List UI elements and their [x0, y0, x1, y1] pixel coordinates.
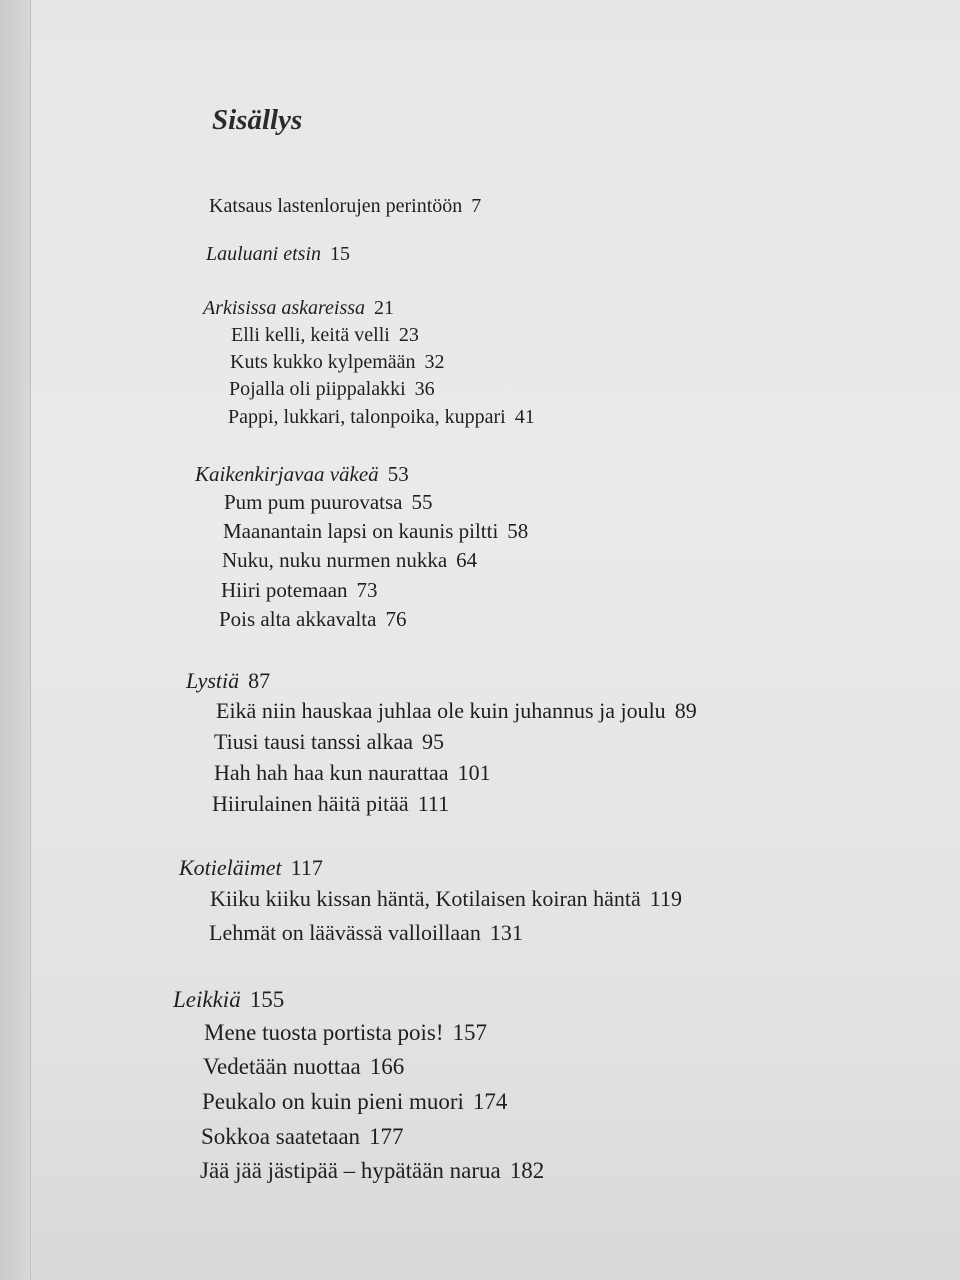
page-number: 58 [507, 519, 529, 543]
toc-entry [228, 406, 535, 429]
page-number: 7 [471, 195, 482, 217]
toc-entry [231, 324, 419, 347]
toc-chapter [195, 462, 409, 487]
entry-text: Pois alta akkavalta [219, 607, 377, 631]
page-number: 87 [248, 668, 271, 693]
entry-text: Jää jää jästipää – hypätään narua [200, 1158, 501, 1183]
entry-text: Hiirulainen häitä pitää [212, 791, 409, 816]
entry-text: Eikä niin hauskaa juhlaa ole kuin juhannus ja joulu [216, 698, 666, 723]
entry-text: Lehmät on läävässä valloillaan [209, 920, 481, 945]
toc-entry [216, 698, 697, 724]
chapter-title: Kotieläimet [179, 855, 282, 880]
entry-text: Hah hah haa kun naurattaa [214, 760, 449, 785]
page-number: 53 [387, 462, 409, 486]
chapter-title: Arkisissa askareissa [203, 297, 366, 319]
toc-entry [224, 490, 433, 515]
toc-entry [203, 1054, 404, 1080]
toc-chapter [203, 297, 394, 320]
page-number: 64 [456, 548, 478, 572]
page-number: 155 [249, 987, 285, 1012]
page-number: 76 [385, 607, 407, 631]
entry-text: Maanantain lapsi on kaunis piltti [223, 519, 499, 543]
toc-entry [223, 519, 528, 544]
page-number: 41 [514, 406, 535, 428]
entry-text: Vedetään nuottaa [203, 1054, 361, 1079]
chapter-title: Leikkiä [173, 987, 241, 1012]
toc-chapter [179, 855, 323, 881]
toc-entry [214, 760, 491, 786]
page-number: 131 [489, 920, 523, 945]
toc-entry-intro [209, 195, 481, 218]
chapter-title: Lauluani etsin [206, 243, 322, 265]
entry-text: Peukalo on kuin pieni muori [202, 1089, 464, 1114]
toc-entry [221, 578, 378, 603]
entry-text: Pojalla oli piippalakki [229, 378, 406, 400]
toc-entry [209, 920, 523, 946]
chapter-title: Lystiä [186, 668, 240, 693]
toc-chapter [173, 987, 284, 1013]
page-number: 36 [414, 378, 435, 400]
page-number: 177 [369, 1124, 404, 1149]
page-number: 32 [424, 351, 445, 373]
page-number: 15 [330, 243, 351, 265]
entry-text: Elli kelli, keitä velli [231, 324, 390, 346]
page-number: 95 [422, 729, 445, 754]
toc-entry [210, 886, 682, 912]
toc-entry [202, 1089, 507, 1115]
toc-entry [229, 378, 435, 401]
toc-entry [212, 791, 449, 817]
entry-text: Mene tuosta portista pois! [204, 1020, 444, 1045]
page-number: 89 [674, 698, 697, 723]
entry-text: Kiiku kiiku kissan häntä, Kotilaisen koiran häntä [210, 886, 641, 911]
page-number: 157 [452, 1020, 488, 1045]
page-number: 23 [398, 324, 419, 346]
entry-text: Kuts kukko kylpemään [230, 351, 416, 373]
entry-text: Tiusi tausi tanssi alkaa [214, 729, 414, 754]
page-number: 101 [457, 760, 491, 785]
toc-entry [204, 1020, 487, 1046]
entry-text: Hiiri potemaan [221, 578, 348, 602]
entry-text: Katsaus lastenlorujen perintöön [209, 195, 463, 217]
entry-text: Nuku, nuku nurmen nukka [222, 548, 448, 572]
toc-entry [201, 1124, 404, 1150]
page-number: 73 [356, 578, 378, 602]
toc-chapter [186, 668, 270, 694]
chapter-title: Kaikenkirjavaa väkeä [195, 462, 379, 486]
page-number: 111 [417, 791, 450, 816]
toc-entry [219, 607, 406, 632]
page-number: 21 [374, 297, 395, 319]
entry-text: Pum pum puurovatsa [224, 490, 403, 514]
entry-text: Pappi, lukkari, talonpoika, kuppari [228, 406, 506, 428]
page-number: 174 [472, 1089, 508, 1114]
entry-text: Sokkoa saatetaan [201, 1124, 361, 1149]
toc-chapter [206, 243, 350, 266]
toc-entry [222, 548, 477, 573]
page-number: 117 [290, 855, 323, 880]
toc-entry [214, 729, 444, 755]
page-number: 182 [509, 1158, 545, 1183]
page-number: 119 [649, 886, 682, 911]
toc-entry [200, 1158, 544, 1184]
page-number: 166 [369, 1054, 405, 1079]
toc-title: Sisällys [212, 104, 303, 136]
toc-entry [230, 351, 445, 374]
page-number: 55 [411, 490, 433, 514]
